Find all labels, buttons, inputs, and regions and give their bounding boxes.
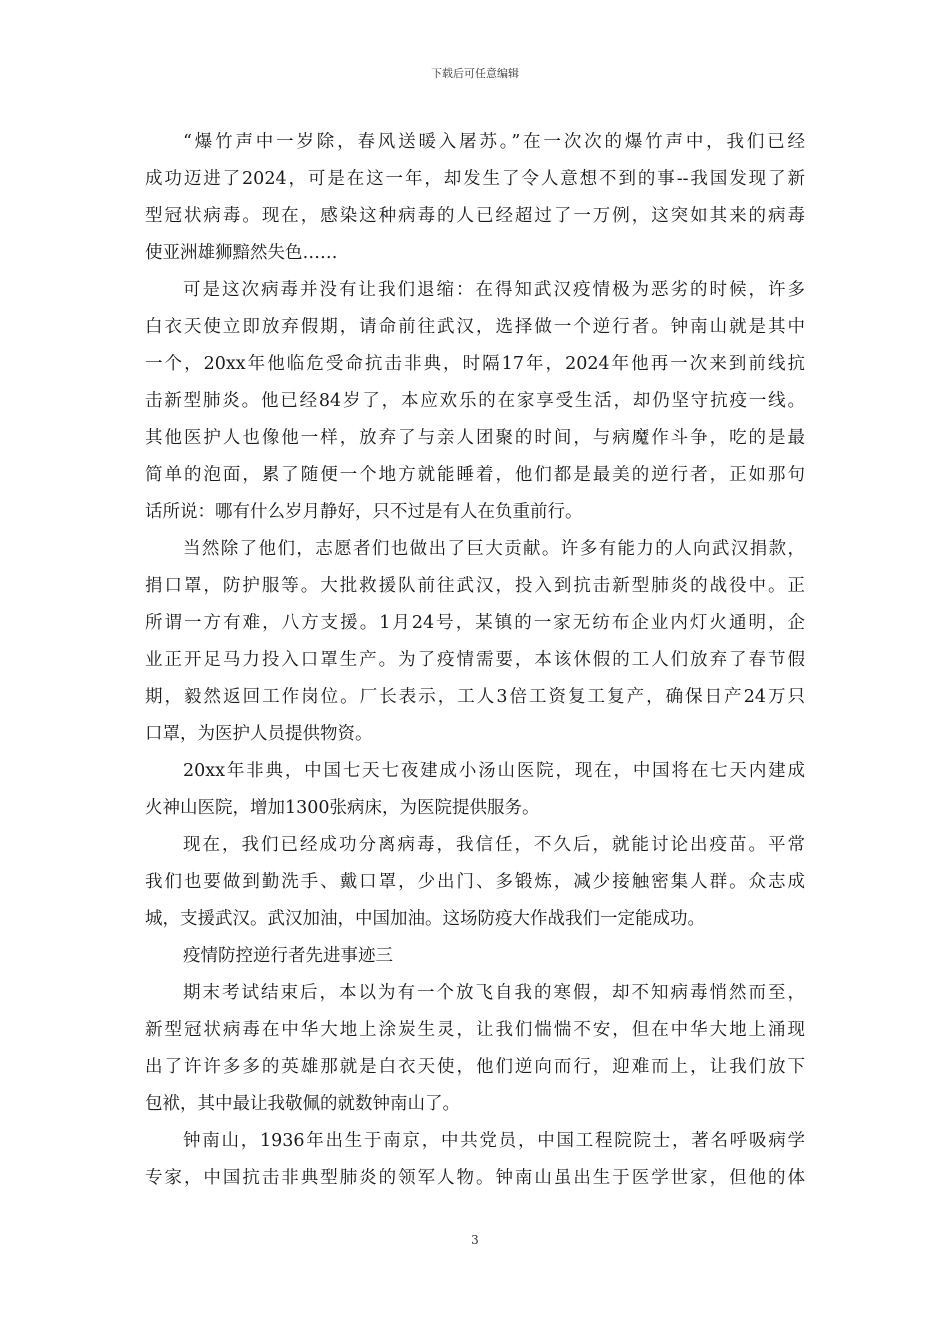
- text-line: 业正开足马力投入口罩生产。为了疫情需要，本该休假的工人们放弃了春节假: [145, 650, 805, 670]
- text-line: 现在，我们已经成功分离病毒，我信任，不久后，就能讨论出疫苗。平常: [183, 835, 805, 855]
- text-line: 期末考试结束后，本以为有一个放飞自我的寒假，却不知病毒悄然而至，: [183, 983, 805, 1003]
- text-line: 所谓一方有难，八方支援。1月24号，某镇的一家无纺布企业内灯火通明，企: [145, 613, 805, 633]
- text-line: 火神山医院，增加1300张病床，为医院提供服务。: [145, 798, 540, 818]
- text-line: 新型冠状病毒在中华大地上涂炭生灵，让我们惴惴不安，但在中华大地上涌现: [145, 1020, 805, 1040]
- text-line: 简单的泡面，累了随便一个地方就能睡着，他们都是最美的逆行者，正如那句: [145, 465, 805, 485]
- text-line: 钟南山，1936年出生于南京，中共党员，中国工程院院士，著名呼吸病学: [183, 1131, 805, 1151]
- text-line: 使亚洲雄狮黯然失色……: [145, 243, 338, 263]
- text-line: 我们也要做到勤洗手、戴口罩，少出门、多锻炼，减少接触密集人群。众志成: [145, 872, 805, 892]
- text-line: 一个，20xx年他临危受命抗击非典，时隔17年，2024年他再一次来到前线抗: [145, 354, 805, 374]
- text-line: 包袱，其中最让我敬佩的就数钟南山了。: [145, 1094, 460, 1114]
- text-line: 击新型肺炎。他已经84岁了，本应欢乐的在家享受生活，却仍坚守抗疫一线。: [145, 391, 805, 411]
- text-line: “爆竹声中一岁除，春风送暖入屠苏。”在一次次的爆竹声中，我们已经: [183, 132, 805, 152]
- text-line: 专家，中国抗击非典型肺炎的领军人物。钟南山虽出生于医学世家，但他的体: [145, 1168, 805, 1188]
- text-line: 型冠状病毒。现在，感染这种病毒的人已经超过了一万例，这突如其来的病毒: [145, 206, 805, 226]
- text-line: 其他医护人也像他一样，放弃了与亲人团聚的时间，与病魔作斗争，吃的是最: [145, 428, 805, 448]
- page-number: 3: [471, 1233, 479, 1247]
- text-line: 口罩，为医护人员提供物资。: [145, 724, 373, 744]
- text-line: 期，毅然返回工作岗位。厂长表示，工人3倍工资复工复产，确保日产24万只: [145, 687, 805, 707]
- text-line: 捐口罩，防护服等。大批救援队前往武汉，投入到抗击新型肺炎的战役中。正: [145, 576, 805, 596]
- text-line: 20xx年非典，中国七天七夜建成小汤山医院，现在，中国将在七天内建成: [183, 761, 805, 781]
- text-line: 可是这次病毒并没有让我们退缩：在得知武汉疫情极为恶劣的时候，许多: [183, 280, 805, 300]
- document-body: [145, 124, 805, 1197]
- text-line: 当然除了他们，志愿者们也做出了巨大贡献。许多有能力的人向武汉捐款，: [183, 539, 805, 559]
- text-line: 出了许许多多的英雄那就是白衣天使，他们逆向而行，迎难而上，让我们放下: [145, 1057, 805, 1077]
- text-line: 城，支援武汉。武汉加油，中国加油。这场防疫大作战我们一定能成功。: [145, 909, 705, 929]
- page-header: 下载后可任意编辑: [431, 67, 519, 80]
- text-line: 话所说：哪有什么岁月静好，只不过是有人在负重前行。: [145, 502, 583, 522]
- text-line: 成功迈进了2024，可是在这一年，却发生了令人意想不到的事--我国发现了新: [145, 169, 805, 189]
- text-line: 白衣天使立即放弃假期，请命前往武汉，选择做一个逆行者。钟南山就是其中: [145, 317, 805, 337]
- text-line: 疫情防控逆行者先进事迹三: [183, 946, 393, 966]
